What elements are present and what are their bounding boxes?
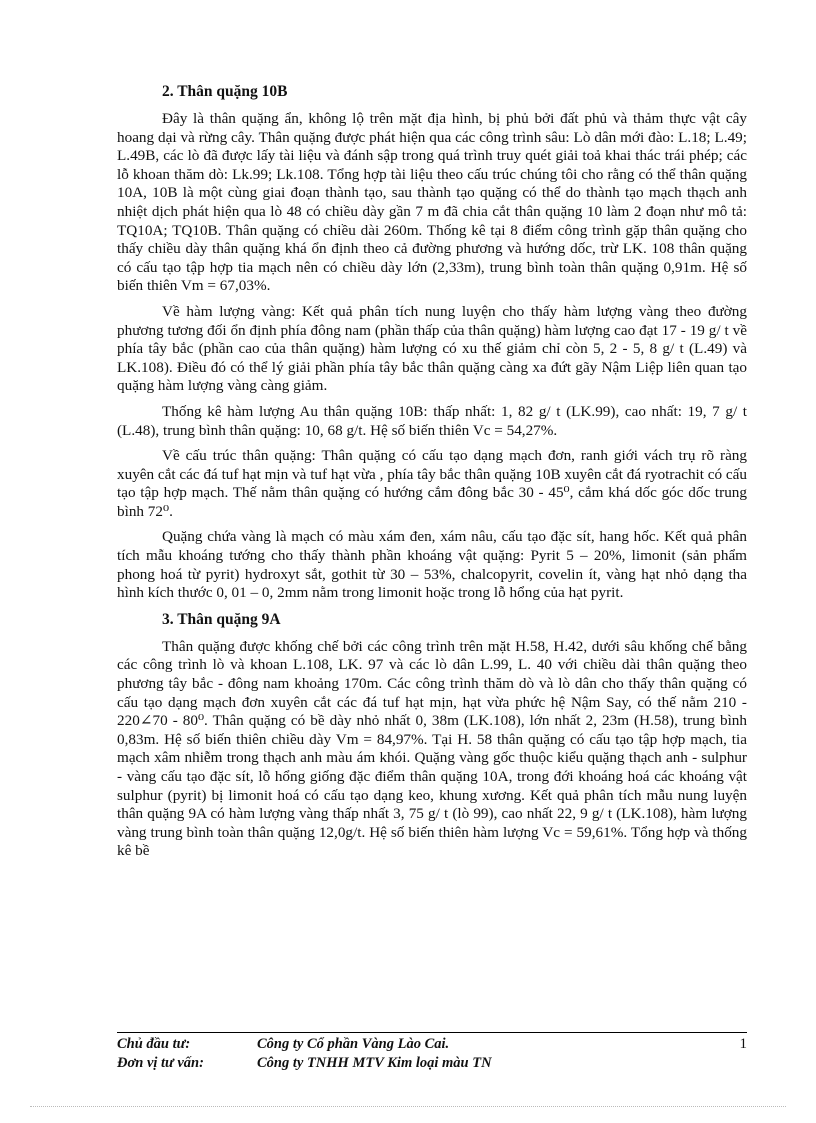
section-2-paragraph-4: Về cấu trúc thân quặng: Thân quặng có cấu tạo dạng mạch đơn, ranh giới vách trụ rõ ràng xuyên cắt các đá tuf hạt mịn và tuf hạt vừa , phía tây bắc thân quặng 10B xuyên cắt đá ryotrachit có cấu tạo tập hợp mạch. Thế nằm thân quặng có hướng cắm đông bắc 30 - 45⁰, cắm khá dốc góc dốc trung bình 72⁰. [117, 447, 747, 520]
page-footer [117, 1032, 747, 1071]
footer-consultant-label: Đơn vị tư vấn: [117, 1055, 204, 1071]
section-2-title: 2. Thân quặng 10B [162, 83, 288, 100]
section-2-paragraph-1: Đây là thân quặng ẩn, không lộ trên mặt địa hình, bị phủ bởi đất phủ và thảm thực vật cây hoang dại và rừng cây. Thân quặng được phát hiện qua các công trình sâu: Lò dân mới đào: L.18; L.49; L.49B, các lò đã được lấy tài liệu và đánh sập trong quá trình truy quét giải toả khai thác trái phép; các lỗ khoan thăm dò: Lk.99; Lk.108. Tổng hợp tài liệu theo cấu trúc chúng tôi cho rằng có thể thân quặng 10A, 10B là một cùng giai đoạn thành tạo, sau thành tạo quặng có thể do thành tạo mạch thạch anh nhiệt dịch phát hiện qua lò 48 có chiều dày gần 7 m đã chia cắt thân quặng 10 làm 2 đoạn như mô tả: TQ10A; TQ10B. Thân quặng có chiều dài 260m. Thống kê tại 8 điểm công trình gặp thân quặng cho thấy chiều dày thân quặng khá ổn định theo cả đường phương và hướng dốc, trừ LK. 108 thân quặng có cấu tạo tập hợp tia mạch nên có chiều dày lớn (2,33m), trung bình toàn thân quặng 0,91m. Hệ số biến thiên Vm = 67,03%. [117, 110, 747, 295]
page-body [117, 82, 747, 868]
section-2-paragraph-2: Về hàm lượng vàng: Kết quả phân tích nung luyện cho thấy hàm lượng vàng theo đường phương tương đối ổn định phía đông nam (phần thấp của thân quặng) hàm lượng cao đạt 17 - 19 g/ t về phía tây bắc (phần cao của thân quặng) hàm lượng có xu thế giảm chỉ còn 5, 2 - 5, 8 g/ t (L.49) và LK.108). Điều đó có thể lý giải phần phía tây bắc thân quặng càng xa đứt gãy Nậm Liệp liên quan tạo quặng hàm lượng vàng càng giảm. [117, 302, 747, 395]
section-2-paragraph-5: Quặng chứa vàng là mạch có màu xám đen, xám nâu, cấu tạo đặc sít, hang hốc. Kết quả phân tích mẫu khoáng tướng cho thấy thành phần khoáng vật quặng: Pyrit 5 – 20%, limonit (sản phẩm phong hoá từ pyrit) hydroxyt sắt, gothit từ 30 – 53%, chalcopyrit, covelin ít, vàng hạt nhỏ dạng tha hình kích thước 0, 01 – 0, 2mm nằm trong limonit hoặc trong lỗ hổng của hạt pyrit. [117, 528, 747, 602]
section-3-paragraph-1: Thân quặng được khống chế bởi các công trình trên mặt H.58, H.42, dưới sâu khống chế bằng các công trình lò và khoan L.108, LK. 97 và các lò dân L.99, L. 40 với chiều dài thân quặng theo phương tây bắc - đông nam khoảng 170m. Các công trình thăm dò và lò dân cho thấy thân quặng có cấu tạo dạng mạch đơn xuyên cắt các đá tuf hạt mịn, hạt vừa phức hệ Nậm Say, có thế nằm 210 - 220∠70 - 80⁰. Thân quặng có bề dày nhỏ nhất 0, 38m (LK.108), lớn nhất 2, 23m (H.58), trung bình 0,83m. Hệ số biến thiên chiều dày Vm = 84,97%. Tại H. 58 thân quặng có cấu tạo tập hợp mạch, tia mạch xâm nhiễm trong thạch anh màu ám khói. Quặng vàng gốc thuộc kiểu quặng thạch anh - sulphur - vàng cấu tạo đặc sít, lỗ hổng giống đặc điểm thân quặng 10A, trong đới khoáng hoá các khoáng vật sulphur (pyrit) bị limonit hoá có cấu tạo dạng keo, khung xương. Kết quả phân tích mẫu nung luyện thân quặng 9A có hàm lượng vàng thấp nhất 3, 75 g/ t (lò 99), cao nhất 22, 9 g/ t (LK.108), hàm lượng vàng trung bình toàn thân quặng 12,0g/t. Hệ số biến thiên hàm lượng Vc = 59,61%. Tổng hợp và thống kê bề [117, 637, 747, 860]
footer-investor-label: Chủ đầu tư: [117, 1036, 191, 1052]
footer-consultant-row [117, 1052, 747, 1071]
footer-investor-value: Công ty Cổ phần Vàng Lào Cai. [257, 1036, 450, 1052]
page-number: 1 [739, 1036, 747, 1052]
page-edge-divider [30, 1106, 786, 1107]
section-3-title: 3. Thân quặng 9A [162, 610, 281, 628]
section-2-paragraph-3: Thống kê hàm lượng Au thân quặng 10B: thấp nhất: 1, 82 g/ t (LK.99), cao nhất: 19, 7 g/ t (L.48), trung bình thân quặng: 10, 68 g/t. Hệ số biến thiên Vc = 54,27%. [117, 402, 747, 439]
footer-consultant-value: Công ty TNHH MTV Kim loại màu TN [257, 1055, 492, 1071]
footer-investor-row [117, 1033, 747, 1052]
